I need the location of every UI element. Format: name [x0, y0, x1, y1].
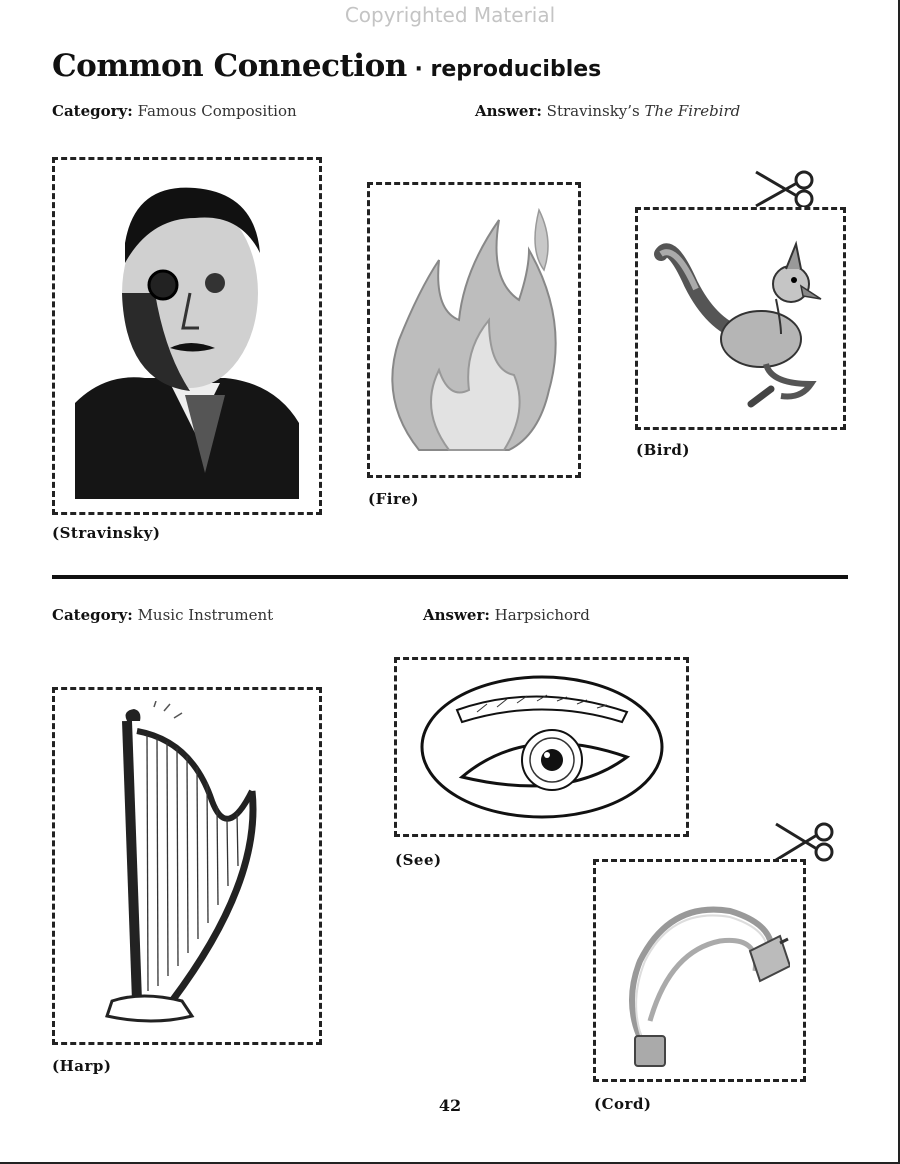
section-divider	[52, 575, 848, 579]
answer-label: Answer:	[475, 102, 542, 120]
card-bird	[635, 207, 846, 430]
category-value: Music Instrument	[137, 606, 274, 624]
section1-answer	[475, 102, 740, 120]
bird-icon	[651, 224, 831, 414]
caption-cord: (Cord)	[594, 1095, 652, 1113]
category-label: Category:	[52, 606, 133, 624]
answer-value: Harpsichord	[494, 606, 590, 624]
card-harp	[52, 687, 322, 1045]
watermark: Copyrighted Material	[344, 3, 556, 27]
section1-category	[52, 102, 297, 120]
title-subtitle: reproducibles	[430, 57, 602, 82]
section2-answer	[423, 606, 590, 624]
harp-icon	[102, 701, 272, 1031]
answer-value-italic: The Firebird	[644, 102, 741, 120]
category-label: Category:	[52, 102, 133, 120]
answer-label: Answer:	[423, 606, 490, 624]
caption-harp: (Harp)	[52, 1057, 112, 1075]
power-cord-icon	[610, 871, 790, 1071]
caption-see: (See)	[395, 851, 442, 869]
caption-fire: (Fire)	[368, 490, 419, 508]
card-cord	[593, 859, 806, 1082]
caption-bird: (Bird)	[636, 441, 690, 459]
portrait-image	[75, 173, 299, 499]
answer-value	[547, 102, 741, 120]
page-title	[52, 48, 601, 84]
answer-value-text: Stravinsky’s	[546, 102, 645, 120]
card-see	[394, 657, 689, 837]
flame-icon	[379, 200, 569, 460]
title-text: Common Connection	[52, 48, 407, 84]
scissors-icon	[752, 168, 818, 210]
scissors-icon	[772, 820, 838, 864]
card-stravinsky	[52, 157, 322, 515]
title-separator: ·	[406, 57, 431, 82]
card-fire	[367, 182, 581, 478]
eye-icon	[417, 672, 667, 822]
caption-stravinsky: (Stravinsky)	[52, 524, 161, 542]
category-value: Famous Composition	[137, 102, 297, 120]
page-number: 42	[438, 1096, 462, 1115]
section2-category	[52, 606, 273, 624]
